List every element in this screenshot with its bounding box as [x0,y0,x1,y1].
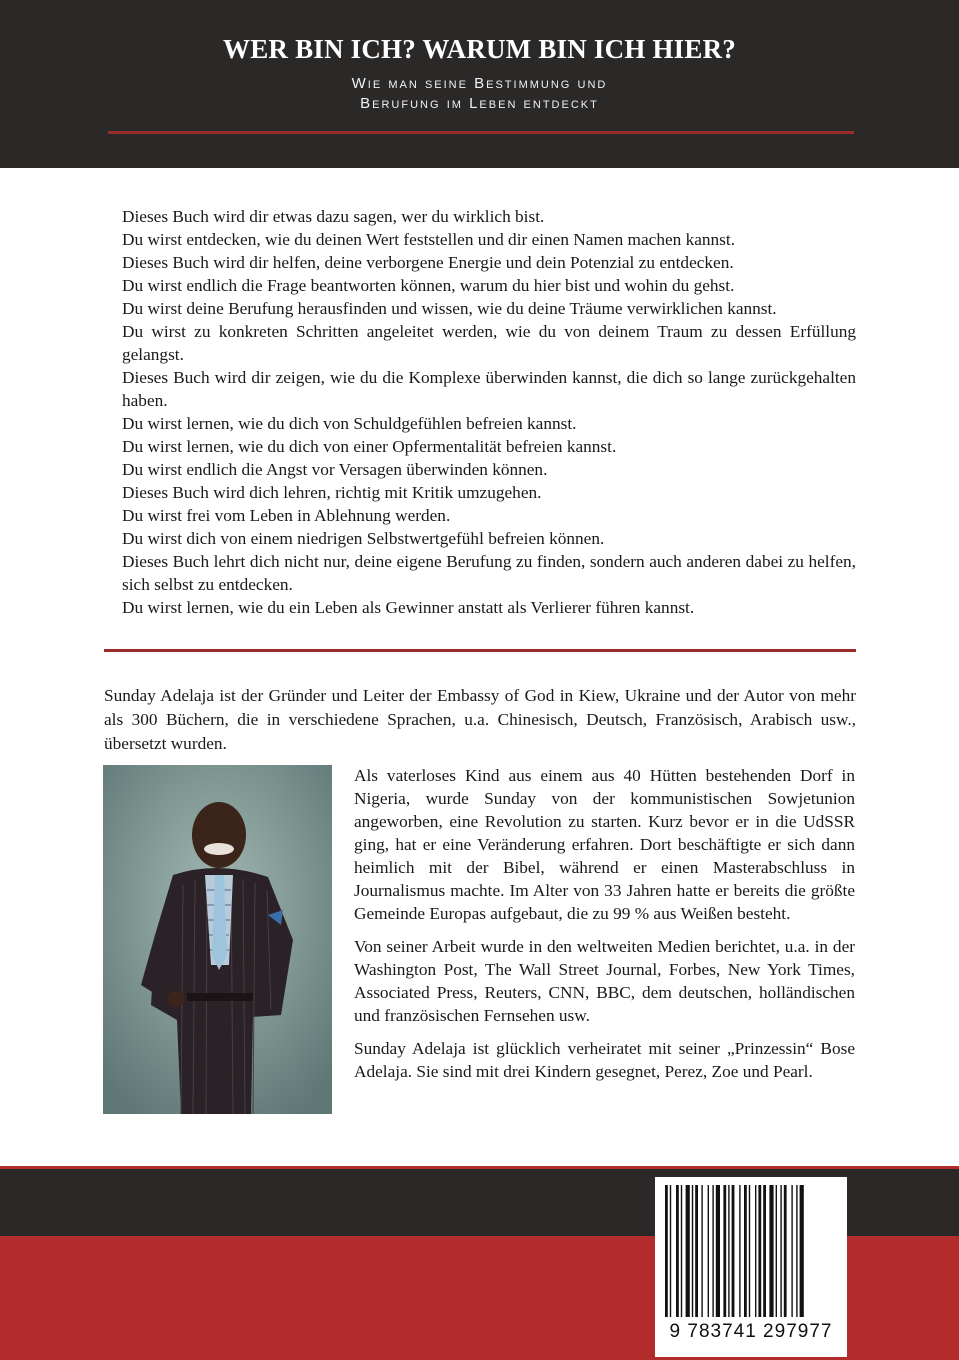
claim-line: Dieses Buch lehrt dich nicht nur, deine eigene Berufung zu finden, sondern auch anderen dabei zu helfen, sich selbst zu entdecken. [122,552,856,594]
isbn-number: 9 783741 297977 [669,1321,833,1342]
claim-line: Du wirst zu konkreten Schritten angeleitet werden, wie du von deinem Traum zu dessen Erfüllung gelangst. [122,322,856,364]
barcode-bar [670,1185,671,1317]
author-bio-details [354,764,855,1093]
barcode-bar [732,1185,735,1317]
claim-line: Du wirst endlich die Angst vor Versagen überwinden können. [122,460,548,479]
barcode-bar [686,1185,690,1317]
barcode-bar [716,1185,720,1317]
claim-line: Du wirst lernen, wie du dich von Schuldgefühlen befreien kannst. [122,414,577,433]
barcode-bar [755,1185,756,1317]
subtitle-line-2: Berufung im Leben entdeckt [360,95,599,112]
claim-line: Dieses Buch wird dir helfen, deine verborgene Energie und dein Potenzial zu entdecken. [122,253,734,272]
barcode-bar [763,1185,766,1317]
barcode-bar [708,1185,709,1317]
barcode-bars [661,1185,841,1319]
barcode-bar [791,1185,792,1317]
claim-line: Du wirst entdecken, wie du deinen Wert feststellen und dir einen Namen machen kannst. [122,230,736,249]
book-claims [122,205,856,619]
claim-line: Du wirst lernen, wie du ein Leben als Gewinner anstatt als Verlierer führen kannst. [122,598,695,617]
claim-line: Du wirst deine Berufung herausfinden und wissen, wie du deine Träume verwirklichen kannst. [122,299,777,318]
barcode-bar [695,1185,698,1317]
barcode-bar [712,1185,713,1317]
barcode-bar [749,1185,750,1317]
author-bio-intro: Sunday Adelaja ist der Gründer und Leiter der Embassy of God in Kiew, Ukraine und der Autor von mehr als 300 Büchern, die in verschiedene Sprachen, u.a. Chinesisch, Deutsch, Französisch, Arabisch usw., übersetzt wurden. [104,686,856,753]
barcode-bar [723,1185,726,1317]
barcode-bar [796,1185,797,1317]
author-photo [103,765,332,1114]
claim-line: Dieses Buch wird dir etwas dazu sagen, wer du wirklich bist. [122,207,545,226]
barcode-bar [701,1185,702,1317]
barcode-bar [780,1185,781,1317]
bio-paragraph: Als vaterloses Kind aus einem aus 40 Hütten bestehenden Dorf in Nigeria, wurde Sunday von der kommunistischen Sowjetunion angeworben, eine Revolution zu starten. Kurz bevor er in die UdSSR ging, hat er eine Veränderung erfahren. Dort beschäftigte er sich dann heimlich mit der Bibel, während er einen Masterabschluss in Journalismus machte. Im Alter von 33 Jahren hatte er bereits die größte Gemeinde Europas aufgebaut, die zu 99 % aus Weißen besteht. [354,766,855,923]
claim-line: Dieses Buch wird dir zeigen, wie du die Komplexe überwinden kannst, die dich so lange zurückgehalten haben. [122,368,856,410]
claim-line: Du wirst endlich die Frage beantworten können, warum du hier bist und wohin du gehst. [122,276,735,295]
barcode-bar [665,1185,668,1317]
barcode-bar [728,1185,729,1317]
claim-line: Dieses Buch wird dich lehren, richtig mit Kritik umzugehen. [122,483,542,502]
barcode-bar [739,1185,740,1317]
barcode-bar [692,1185,693,1317]
author-portrait-illustration [103,765,332,1114]
section-divider [104,649,856,652]
barcode-bar [769,1185,773,1317]
barcode-bar [776,1185,777,1317]
barcode-bar [758,1185,761,1317]
bio-paragraph: Sunday Adelaja ist glücklich verheiratet mit seiner „Prinzessin“ Bose Adelaja. Sie sind mit drei Kindern gesegnet, Perez, Zoe und Pearl. [354,1039,855,1081]
barcode-bar [744,1185,747,1317]
barcode-bar [681,1185,682,1317]
barcode-bar [676,1185,679,1317]
header-divider [108,131,854,134]
bio-paragraph: Von seiner Arbeit wurde in den weltweiten Medien berichtet, u.a. in der Washington Post, The Wall Street Journal, Forbes, New York Times, Associated Press, Reuters, CNN, BBC, dem deutschen, holländischen und französischen Fernsehen usw. [354,937,855,1025]
claim-line: Du wirst dich von einem niedrigen Selbstwertgefühl befreien können. [122,529,605,548]
book-subtitle [0,74,959,114]
barcode-bar [800,1185,804,1317]
barcode-bar [784,1185,787,1317]
isbn-barcode [655,1177,847,1357]
claim-line: Du wirst frei vom Leben in Ablehnung werden. [122,506,451,525]
claim-line: Du wirst lernen, wie du dich von einer Opfermentalität befreien kannst. [122,437,617,456]
subtitle-line-1: Wie man seine Bestimmung und [351,75,608,92]
book-title: WER BIN ICH? WARUM BIN ICH HIER? [223,34,736,64]
